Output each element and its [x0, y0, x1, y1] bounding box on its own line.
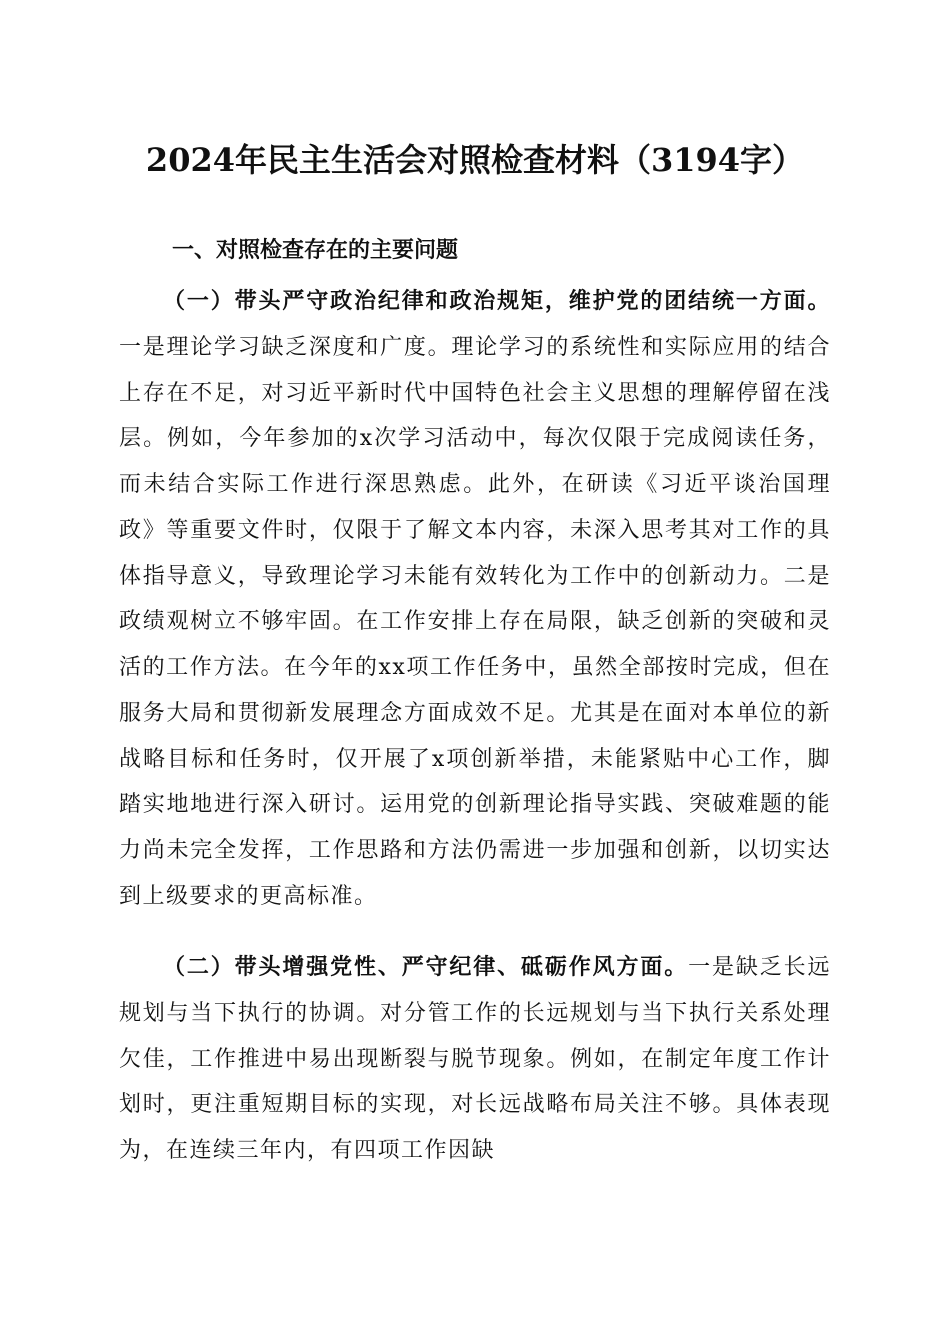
paragraph-lead: （一）带头严守政治纪律和政治规矩，维护党的团结统一方面。 — [163, 289, 831, 314]
paragraph-text: 一是缺乏长远规划与当下执行的协调。对分管工作的长远规划与当下执行关系处理欠佳，工作推进中易出现断裂与脱节现象。例如，在制定年度工作计划时，更注重短期目标的实现，对长远战略布局关注不够。具体表现为，在连续三年内，有四项工作因缺 — [119, 955, 831, 1163]
paragraph — [119, 945, 831, 1174]
paragraph — [119, 279, 831, 920]
document-title: 2024年民主生活会对照检查材料（3194字） — [145, 141, 805, 179]
section-heading: 一、对照检查存在的主要问题 — [172, 238, 459, 263]
paragraph-text: 一是理论学习缺乏深度和广度。理论学习的系统性和实际应用的结合上存在不足，对习近平新时代中国特色社会主义思想的理解停留在浅层。例如，今年参加的x次学习活动中，每次仅限于完成阅读任务，而未结合实际工作进行深思熟虑。此外，在研读《习近平谈治国理政》等重要文件时，仅限于了解文本内容，未深入思考其对工作的具体指导意义，导致理论学习未能有效转化为工作中的创新动力。二是政绩观树立不够牢固。在工作安排上存在局限，缺乏创新的突破和灵活的工作方法。在今年的xx项工作任务中，虽然全部按时完成，但在服务大局和贯彻新发展理念方面成效不足。尤其是在面对本单位的新战略目标和任务时，仅开展了x项创新举措，未能紧贴中心工作，脚踏实地地进行深入研讨。运用党的创新理论指导实践、突破难题的能力尚未完全发挥，工作思路和方法仍需进一步加强和创新，以切实达到上级要求的更高标准。 — [119, 334, 831, 909]
paragraph-lead: （二）带头增强党性、严守纪律、砥砺作风方面。 — [163, 955, 689, 980]
